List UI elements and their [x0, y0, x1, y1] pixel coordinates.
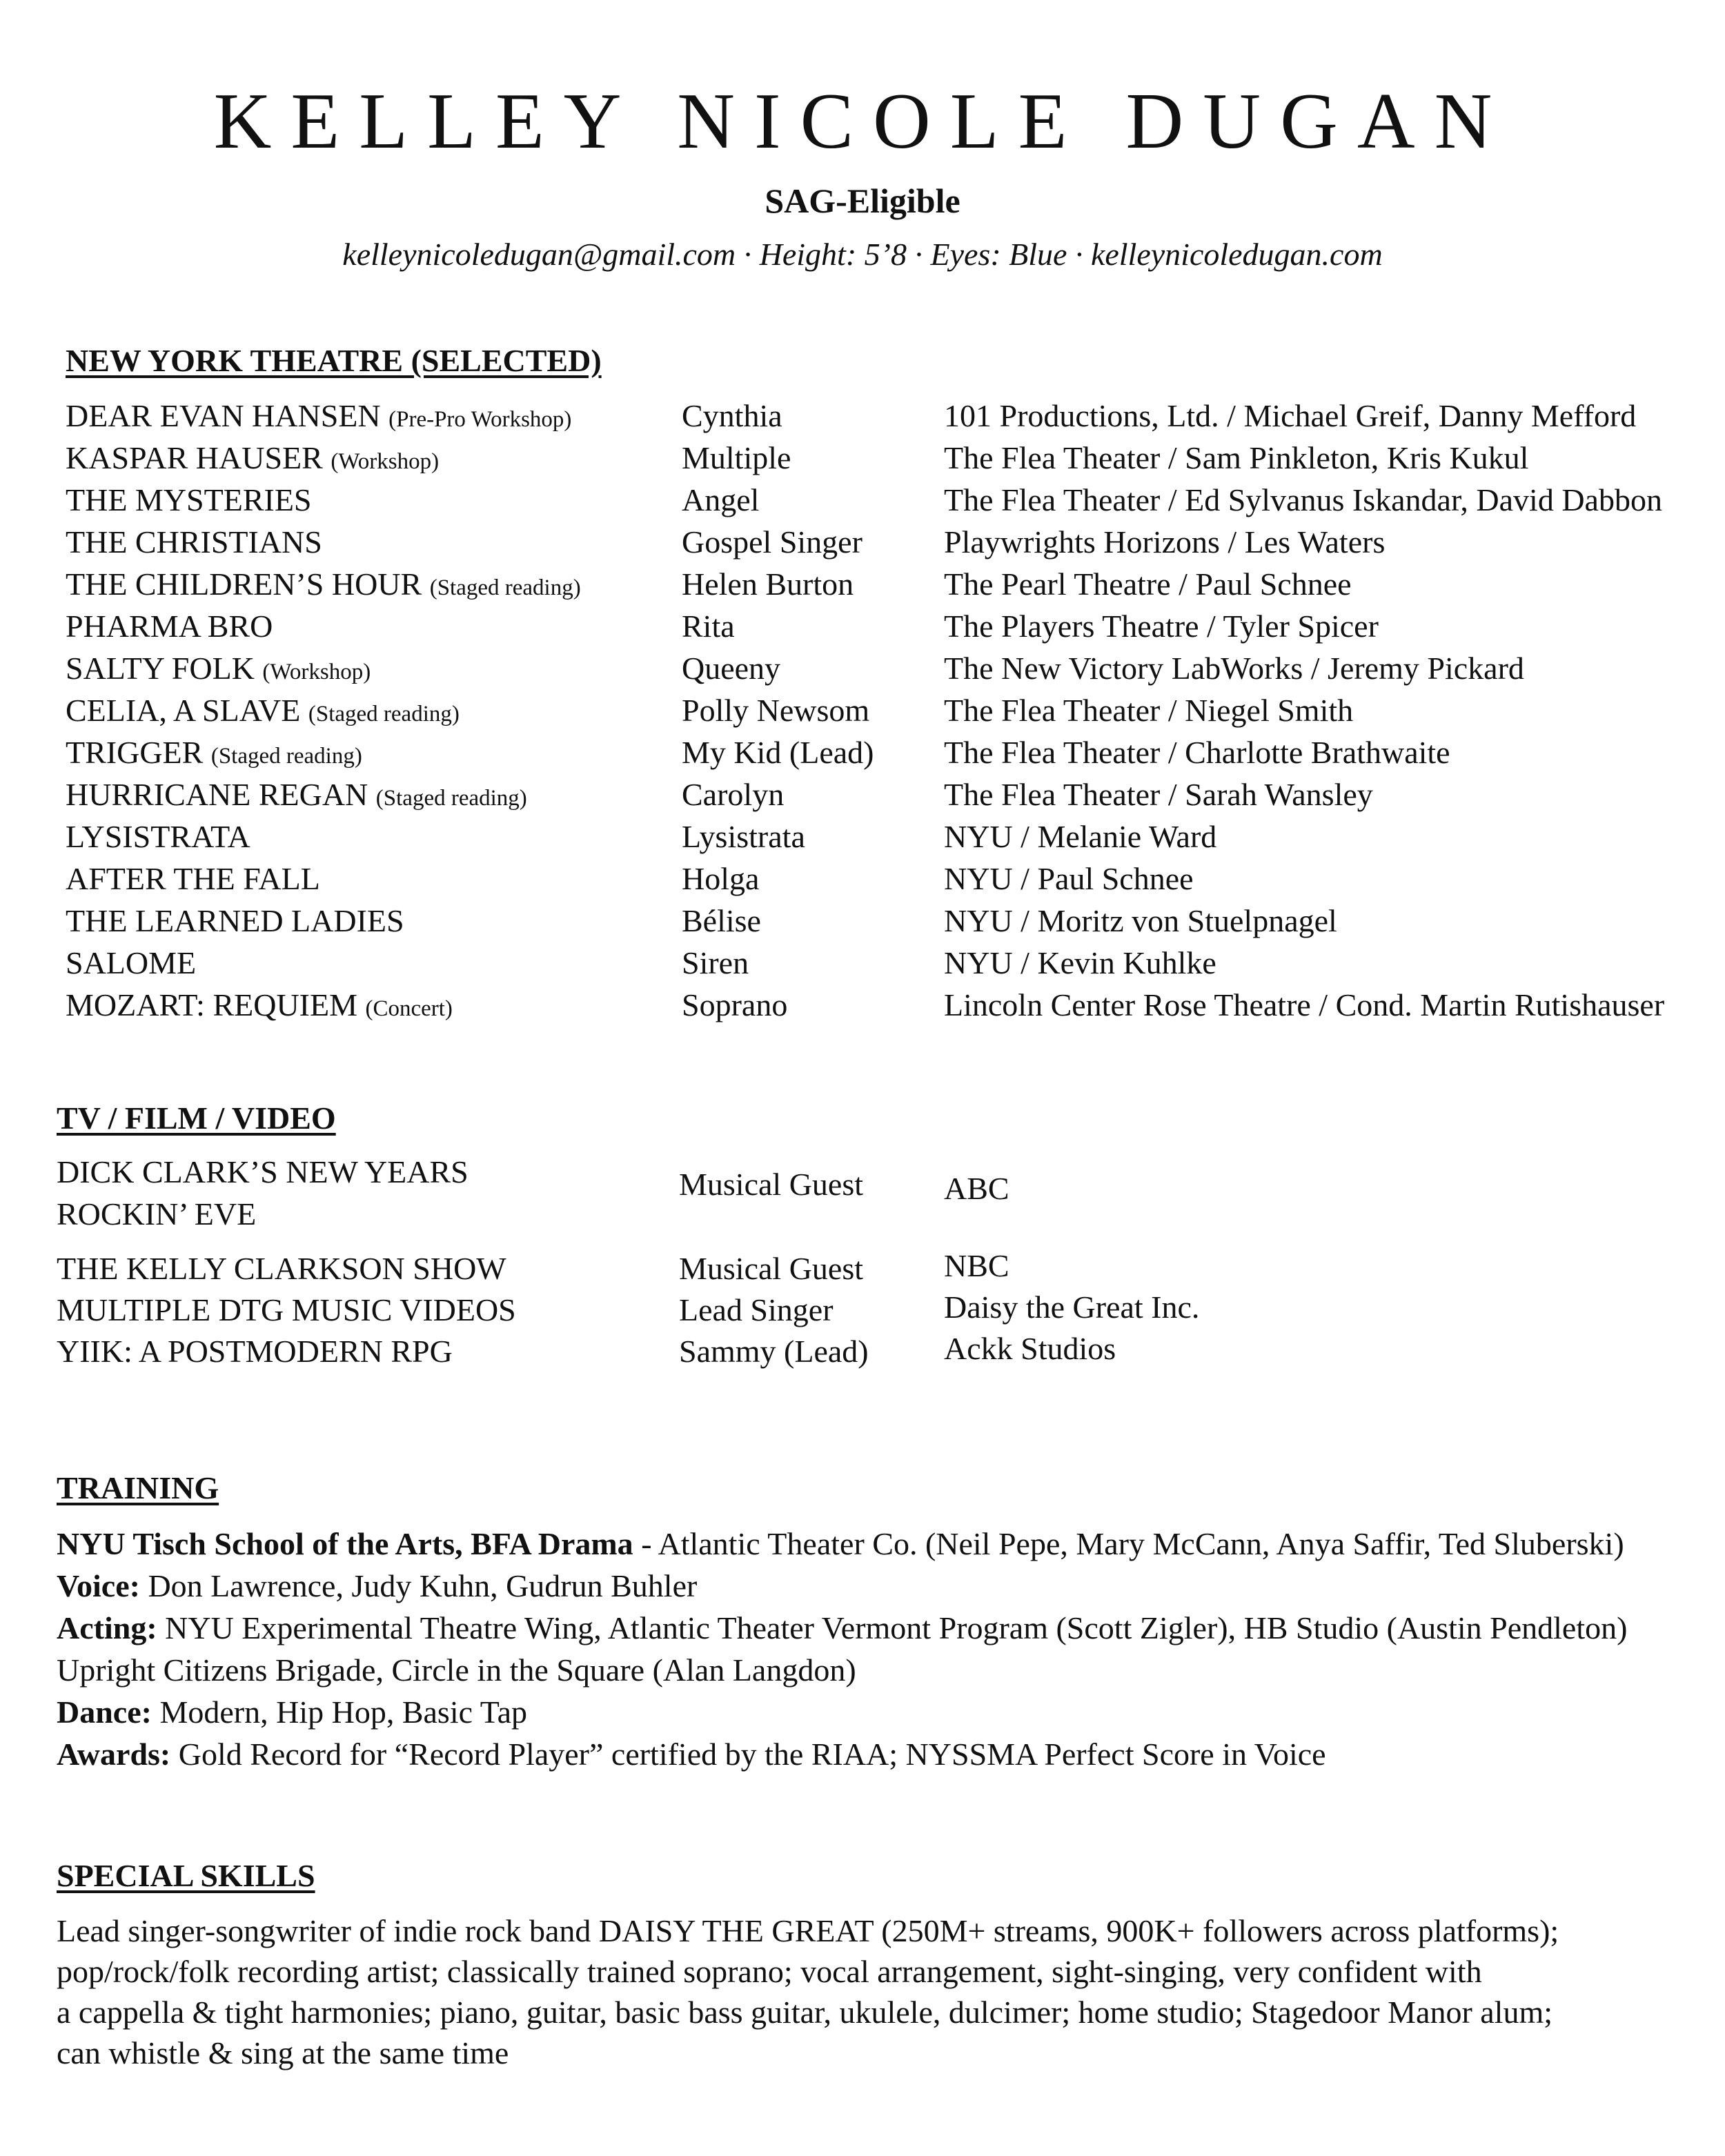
contact-email: kelleynicoledugan@gmail.com [342, 237, 736, 272]
role: Polly Newsom [682, 693, 870, 728]
tv-company: Ackk Studios [944, 1331, 1116, 1366]
tv-role: Lead Singer [679, 1292, 834, 1327]
training-acting: Acting: NYU Experimental Theatre Wing, Atlantic Theater Vermont Program (Scott Zigler), HB Studio (Austin Pendleton) [57, 1610, 1628, 1645]
training-voice: Voice: Don Lawrence, Judy Kuhn, Gudrun Buhler [57, 1568, 698, 1603]
tv-company: NBC [944, 1248, 1009, 1283]
theatre-row [0, 779, 1725, 822]
show-title: MOZART: REQUIEM (Concert) [66, 987, 453, 1022]
contact-height: Height: 5’8 [759, 237, 907, 272]
company-director: NYU / Melanie Ward [944, 819, 1217, 854]
actor-name: KELLEY NICOLE DUGAN [213, 77, 1512, 166]
show-title: LYSISTRATA [66, 819, 250, 854]
theatre-row [0, 611, 1725, 653]
company-director: The New Victory LabWorks / Jeremy Pickard [944, 651, 1524, 686]
tv-role: Sammy (Lead) [679, 1334, 869, 1369]
show-title: THE MYSTERIES [66, 482, 312, 517]
tv-role: Musical Guest [679, 1167, 864, 1202]
show-title: DEAR EVAN HANSEN (Pre-Pro Workshop) [66, 398, 572, 433]
theatre-heading: NEW YORK THEATRE (SELECTED) [66, 343, 602, 378]
role: Bélise [682, 903, 761, 938]
tv-role: Musical Guest [679, 1251, 864, 1286]
theatre-row [0, 695, 1725, 738]
contact-separator: · [736, 237, 760, 272]
training-dance: Dance: Modern, Hip Hop, Basic Tap [57, 1694, 527, 1730]
role: My Kid (Lead) [682, 735, 874, 770]
show-title: THE CHILDREN’S HOUR (Staged reading) [66, 566, 581, 602]
training-awards: Awards: Gold Record for “Record Player” certified by the RIAA; NYSSMA Perfect Score in Voice [57, 1737, 1326, 1772]
show-title: AFTER THE FALL [66, 861, 320, 896]
company-director: The Flea Theater / Charlotte Brathwaite [944, 735, 1450, 770]
tv-company: ABC [944, 1171, 1009, 1206]
training-acting-continued: Upright Citizens Brigade, Circle in the Square (Alan Langdon) [57, 1652, 856, 1688]
contact-website: kelleynicoledugan.com [1090, 237, 1383, 272]
show-title: TRIGGER (Staged reading) [66, 735, 362, 770]
company-director: NYU / Kevin Kuhlke [944, 945, 1216, 980]
tv-title: DICK CLARK’S NEW YEARS [57, 1154, 469, 1189]
show-title: PHARMA BRO [66, 609, 273, 644]
theatre-row [0, 568, 1725, 611]
skills-heading: SPECIAL SKILLS [57, 1858, 315, 1893]
show-title: KASPAR HAUSER (Workshop) [66, 440, 440, 475]
tv-title: YIIK: A POSTMODERN RPG [57, 1334, 453, 1369]
theatre-row [0, 400, 1725, 443]
company-director: The Flea Theater / Ed Sylvanus Iskandar, David Dabbon [944, 482, 1662, 517]
theatre-row [0, 484, 1725, 527]
tv-company: Daisy the Great Inc. [944, 1289, 1200, 1325]
show-title: SALTY FOLK (Workshop) [66, 651, 371, 686]
company-director: NYU / Moritz von Stuelpnagel [944, 903, 1337, 938]
role: Lysistrata [682, 819, 805, 854]
role: Angel [682, 482, 760, 517]
union-status: SAG-Eligible [765, 181, 960, 220]
theatre-row [0, 905, 1725, 948]
tv-title-continued: ROCKIN’ EVE [57, 1196, 257, 1232]
role: Rita [682, 609, 735, 644]
contact-separator: · [1067, 237, 1091, 272]
company-director: NYU / Paul Schnee [944, 861, 1194, 896]
show-title: HURRICANE REGAN (Staged reading) [66, 777, 527, 812]
company-director: The Pearl Theatre / Paul Schnee [944, 566, 1352, 602]
role: Multiple [682, 440, 791, 475]
theatre-row [0, 653, 1725, 695]
tv-title: MULTIPLE DTG MUSIC VIDEOS [57, 1292, 516, 1327]
tv-heading: TV / FILM / VIDEO [57, 1100, 336, 1136]
role: Cynthia [682, 398, 782, 433]
training-heading: TRAINING [57, 1470, 219, 1505]
skills-line: can whistle & sing at the same time [57, 2035, 509, 2070]
role: Gospel Singer [682, 524, 862, 560]
show-title: THE CHRISTIANS [66, 524, 322, 560]
company-director: The Flea Theater / Niegel Smith [944, 693, 1354, 728]
skills-line: a cappella & tight harmonies; piano, guitar, basic bass guitar, ukulele, dulcimer; home studio; Stagedoor Manor alum; [57, 1995, 1553, 2030]
role: Holga [682, 861, 760, 896]
role: Queeny [682, 651, 781, 686]
training-school: NYU Tisch School of the Arts, BFA Drama - Atlantic Theater Co. (Neil Pepe, Mary McCann, Anya Saffir, Ted Sluberski) [57, 1526, 1624, 1561]
theatre-row [0, 989, 1725, 1032]
theatre-row [0, 863, 1725, 906]
theatre-row [0, 947, 1725, 990]
contact-line [0, 239, 1725, 270]
contact-eyes: Eyes: Blue [930, 237, 1067, 272]
skills-line: Lead singer-songwriter of indie rock band DAISY THE GREAT (250M+ streams, 900K+ followers across platforms); [57, 1913, 1559, 1948]
theatre-row [0, 821, 1725, 864]
theatre-row [0, 526, 1725, 569]
company-director: The Flea Theater / Sam Pinkleton, Kris Kukul [944, 440, 1529, 475]
role: Siren [682, 945, 749, 980]
company-director: 101 Productions, Ltd. / Michael Greif, Danny Mefford [944, 398, 1637, 433]
show-title: CELIA, A SLAVE (Staged reading) [66, 693, 460, 728]
show-title: THE LEARNED LADIES [66, 903, 404, 938]
show-title: SALOME [66, 945, 197, 980]
contact-separator: · [906, 237, 931, 272]
company-director: Playwrights Horizons / Les Waters [944, 524, 1386, 560]
tv-title: THE KELLY CLARKSON SHOW [57, 1251, 506, 1286]
company-director: The Players Theatre / Tyler Spicer [944, 609, 1379, 644]
company-director: The Flea Theater / Sarah Wansley [944, 777, 1373, 812]
role: Soprano [682, 987, 788, 1022]
company-director: Lincoln Center Rose Theatre / Cond. Martin Rutishauser [944, 987, 1665, 1022]
theatre-row [0, 442, 1725, 485]
skills-line: pop/rock/folk recording artist; classically trained soprano; vocal arrangement, sight-singing, very confident with [57, 1954, 1482, 1989]
theatre-row [0, 737, 1725, 780]
role: Carolyn [682, 777, 785, 812]
role: Helen Burton [682, 566, 854, 602]
